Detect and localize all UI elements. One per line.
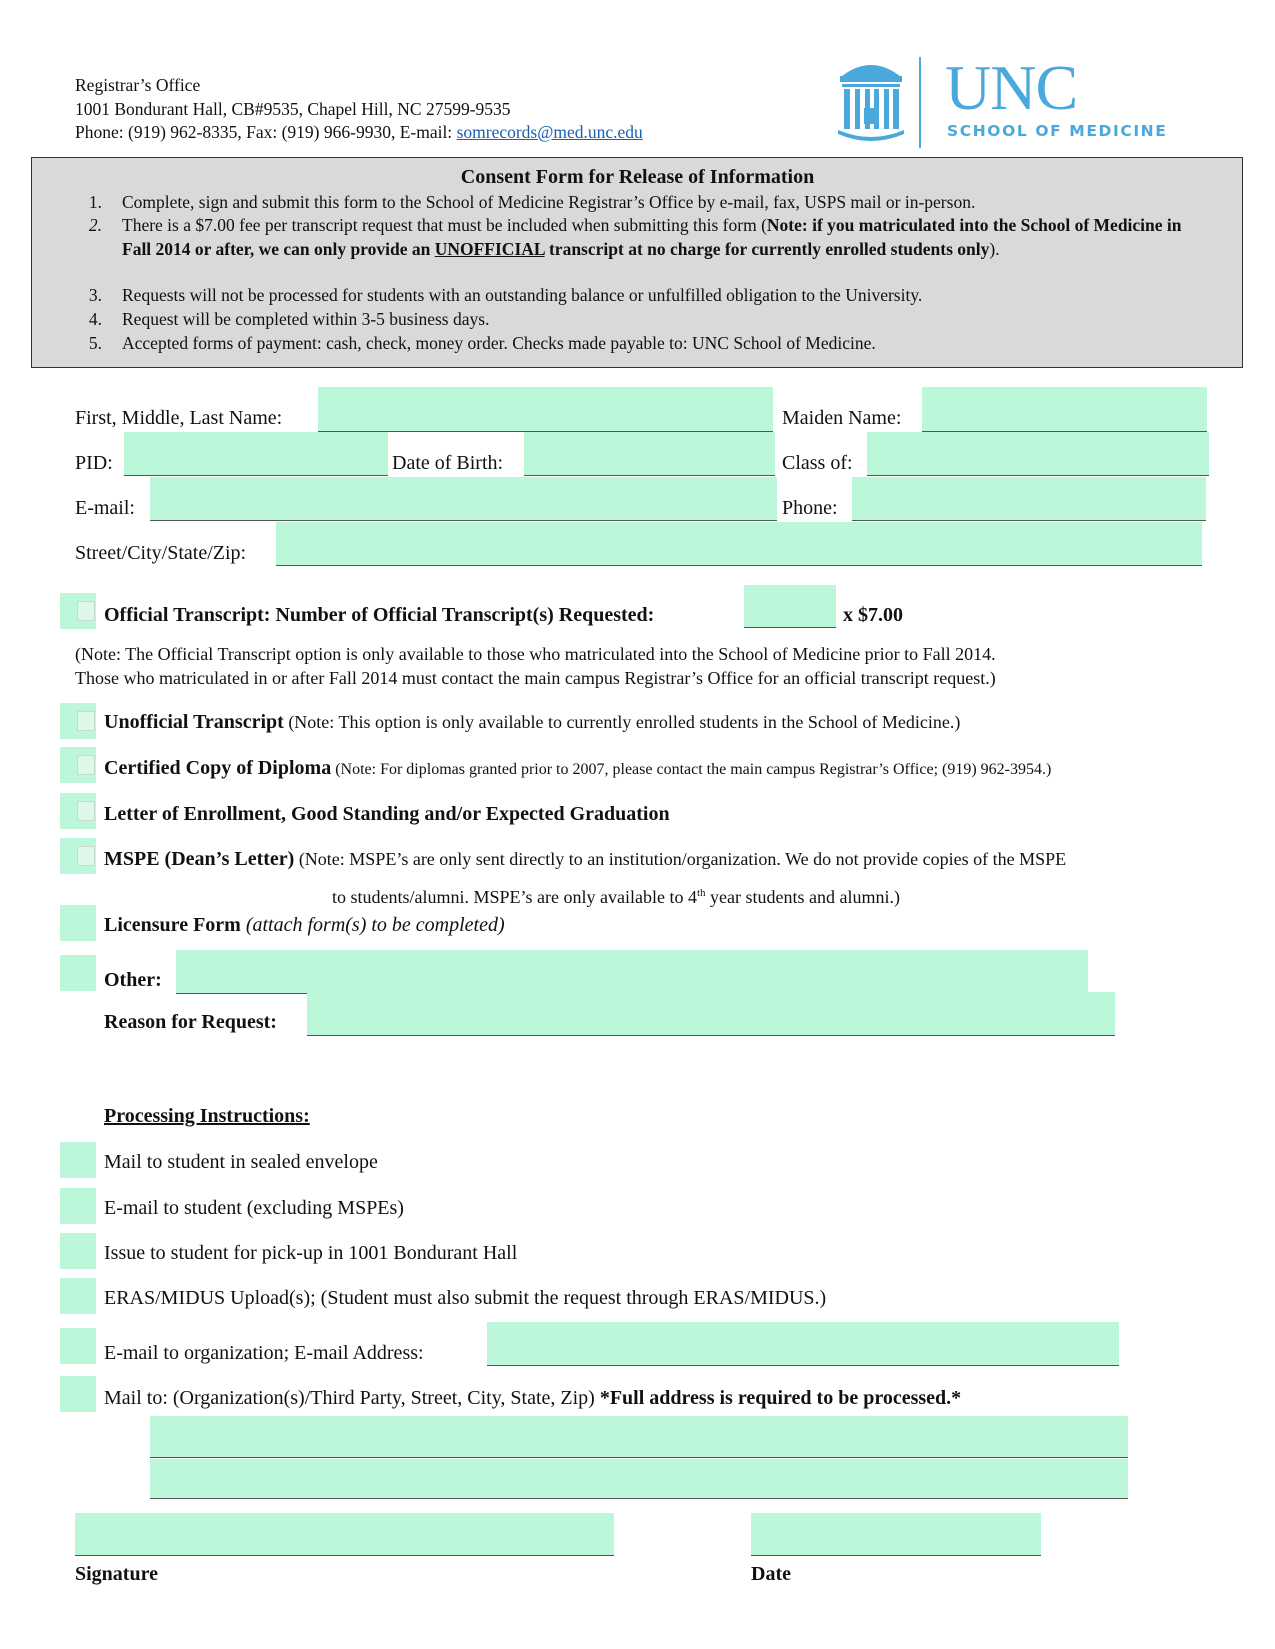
email-field[interactable] xyxy=(150,477,777,521)
eras-checkbox[interactable] xyxy=(60,1278,96,1314)
registrar-header xyxy=(75,74,643,145)
mail-student-label: Mail to student in sealed envelope xyxy=(104,1151,378,1173)
dob-field[interactable] xyxy=(524,432,775,476)
checkbox-box-icon xyxy=(77,711,95,731)
email-org-field[interactable] xyxy=(487,1322,1119,1366)
pickup-checkbox[interactable] xyxy=(60,1233,96,1269)
mspe-note-2: to students/alumni. MSPE’s are only available to 4th year students and alumni.) xyxy=(332,887,900,907)
other-label: Other: xyxy=(104,969,162,991)
instruction-2: 2. There is a $7.00 fee per transcript request that must be included when submitting this form (Note: if you matriculated into the School of Medicine in Fall 2014 or after, we can only provide an UNOFFICIAL transcript at no charge for currently enrolled students only). xyxy=(88,215,1182,259)
instruction-1: 1. Complete, sign and submit this form to the School of Medicine Registrar’s Office by e-mail, fax, USPS mail or in-person. xyxy=(88,192,976,212)
licensure-form-row: Licensure Form (attach form(s) to be completed) xyxy=(104,914,505,936)
email-org-label: E-mail to organization; E-mail Address: xyxy=(104,1342,424,1364)
old-well-icon xyxy=(836,58,906,142)
email-student-label: E-mail to student (excluding MSPEs) xyxy=(104,1197,404,1219)
date-label: Date xyxy=(751,1563,791,1585)
school-wordmark: SCHOOL OF MEDICINE xyxy=(947,122,1168,140)
checkbox-box-icon xyxy=(77,755,95,775)
logo-divider xyxy=(919,57,921,148)
office-address: 1001 Bondurant Hall, CB#9535, Chapel Hill, NC 27599-9535 xyxy=(75,98,511,119)
dob-label: Date of Birth: xyxy=(392,452,504,474)
processing-title: Processing Instructions: xyxy=(104,1105,310,1127)
phone-field[interactable] xyxy=(852,477,1206,521)
phone-label: Phone: xyxy=(782,497,838,519)
office-name: Registrar’s Office xyxy=(75,75,201,95)
instruction-5: 5. Accepted forms of payment: cash, check, money order. Checks made payable to: UNC School of Medicine. xyxy=(88,333,876,353)
email-org-checkbox[interactable] xyxy=(60,1328,96,1364)
email-student-checkbox[interactable] xyxy=(60,1188,96,1224)
licensure-form-checkbox[interactable] xyxy=(60,905,96,941)
official-transcript-label: Official Transcript: Number of Official Transcript(s) Requested: xyxy=(104,604,655,626)
checkbox-box-icon xyxy=(77,601,95,621)
official-note-2: Those who matriculated in or after Fall 2014 must contact the main campus Registrar’s Office for an official transcript request.) xyxy=(75,668,996,688)
signature-label: Signature xyxy=(75,1563,158,1585)
maiden-name-label: Maiden Name: xyxy=(782,407,902,429)
diploma-checkbox[interactable] xyxy=(60,747,96,783)
class-of-label: Class of: xyxy=(782,452,853,474)
enrollment-letter-checkbox[interactable] xyxy=(60,793,96,829)
official-note-1: (Note: The Official Transcript option is only available to those who matriculated into the School of Medicine prior to Fall 2014. xyxy=(75,644,996,664)
pid-label: PID: xyxy=(75,452,113,474)
mail-to-address-line-2[interactable] xyxy=(150,1459,1128,1499)
instruction-3: 3. Requests will not be processed for students with an outstanding balance or unfulfilled obligation to the University. xyxy=(88,285,923,305)
address-label: Street/City/State/Zip: xyxy=(75,542,247,564)
enrollment-letter-label: Letter of Enrollment, Good Standing and/or Expected Graduation xyxy=(104,803,670,825)
class-of-field[interactable] xyxy=(867,432,1209,476)
form-title: Consent Form for Release of Information xyxy=(460,166,815,188)
checkbox-box-icon xyxy=(77,801,95,821)
date-field[interactable] xyxy=(751,1513,1041,1556)
name-label: First, Middle, Last Name: xyxy=(75,407,283,429)
diploma-row: Certified Copy of Diploma (Note: For diplomas granted prior to 2007, please contact the main campus Registrar’s Office; (919) 962-3954.) xyxy=(104,757,1052,779)
pid-field[interactable] xyxy=(124,432,388,476)
unofficial-transcript-row: Unofficial Transcript (Note: This option is only available to currently enrolled students in the School of Medicine.) xyxy=(104,711,961,733)
mail-to-row: Mail to: (Organization(s)/Third Party, Street, City, State, Zip) *Full address is required to be processed.* xyxy=(104,1387,962,1409)
official-transcript-checkbox[interactable] xyxy=(60,593,96,629)
mail-to-address-line-1[interactable] xyxy=(150,1416,1128,1458)
mspe-checkbox[interactable] xyxy=(60,838,96,874)
pickup-label: Issue to student for pick-up in 1001 Bondurant Hall xyxy=(104,1242,518,1264)
checkbox-box-icon xyxy=(77,846,95,866)
address-field[interactable] xyxy=(276,522,1202,566)
reason-field[interactable] xyxy=(307,992,1115,1036)
mspe-row: MSPE (Dean’s Letter) (Note: MSPE’s are only sent directly to an institution/organization. We do not provide copies of the MSPE xyxy=(104,848,1067,870)
maiden-name-field[interactable] xyxy=(922,387,1207,432)
signature-field[interactable] xyxy=(75,1513,614,1556)
email-label: E-mail: xyxy=(75,497,135,519)
other-checkbox[interactable] xyxy=(60,955,96,991)
other-field[interactable] xyxy=(176,950,1088,994)
official-fee: x $7.00 xyxy=(843,604,903,626)
mail-to-checkbox[interactable] xyxy=(60,1376,96,1412)
unc-wordmark: UNC xyxy=(945,52,1078,123)
name-field[interactable] xyxy=(318,387,773,432)
reason-label: Reason for Request: xyxy=(104,1011,277,1033)
official-count-field[interactable] xyxy=(744,585,836,628)
mail-student-checkbox[interactable] xyxy=(60,1142,96,1178)
unofficial-transcript-checkbox[interactable] xyxy=(60,703,96,739)
office-contact: Phone: (919) 962-8335, Fax: (919) 966-9930, E-mail: somrecords@med.unc.edu xyxy=(75,122,643,142)
instruction-4: 4. Request will be completed within 3-5 business days. xyxy=(88,309,490,329)
email-link[interactable]: somrecords@med.unc.edu xyxy=(456,122,643,142)
eras-label: ERAS/MIDUS Upload(s); (Student must also submit the request through ERAS/MIDUS.) xyxy=(104,1287,827,1309)
